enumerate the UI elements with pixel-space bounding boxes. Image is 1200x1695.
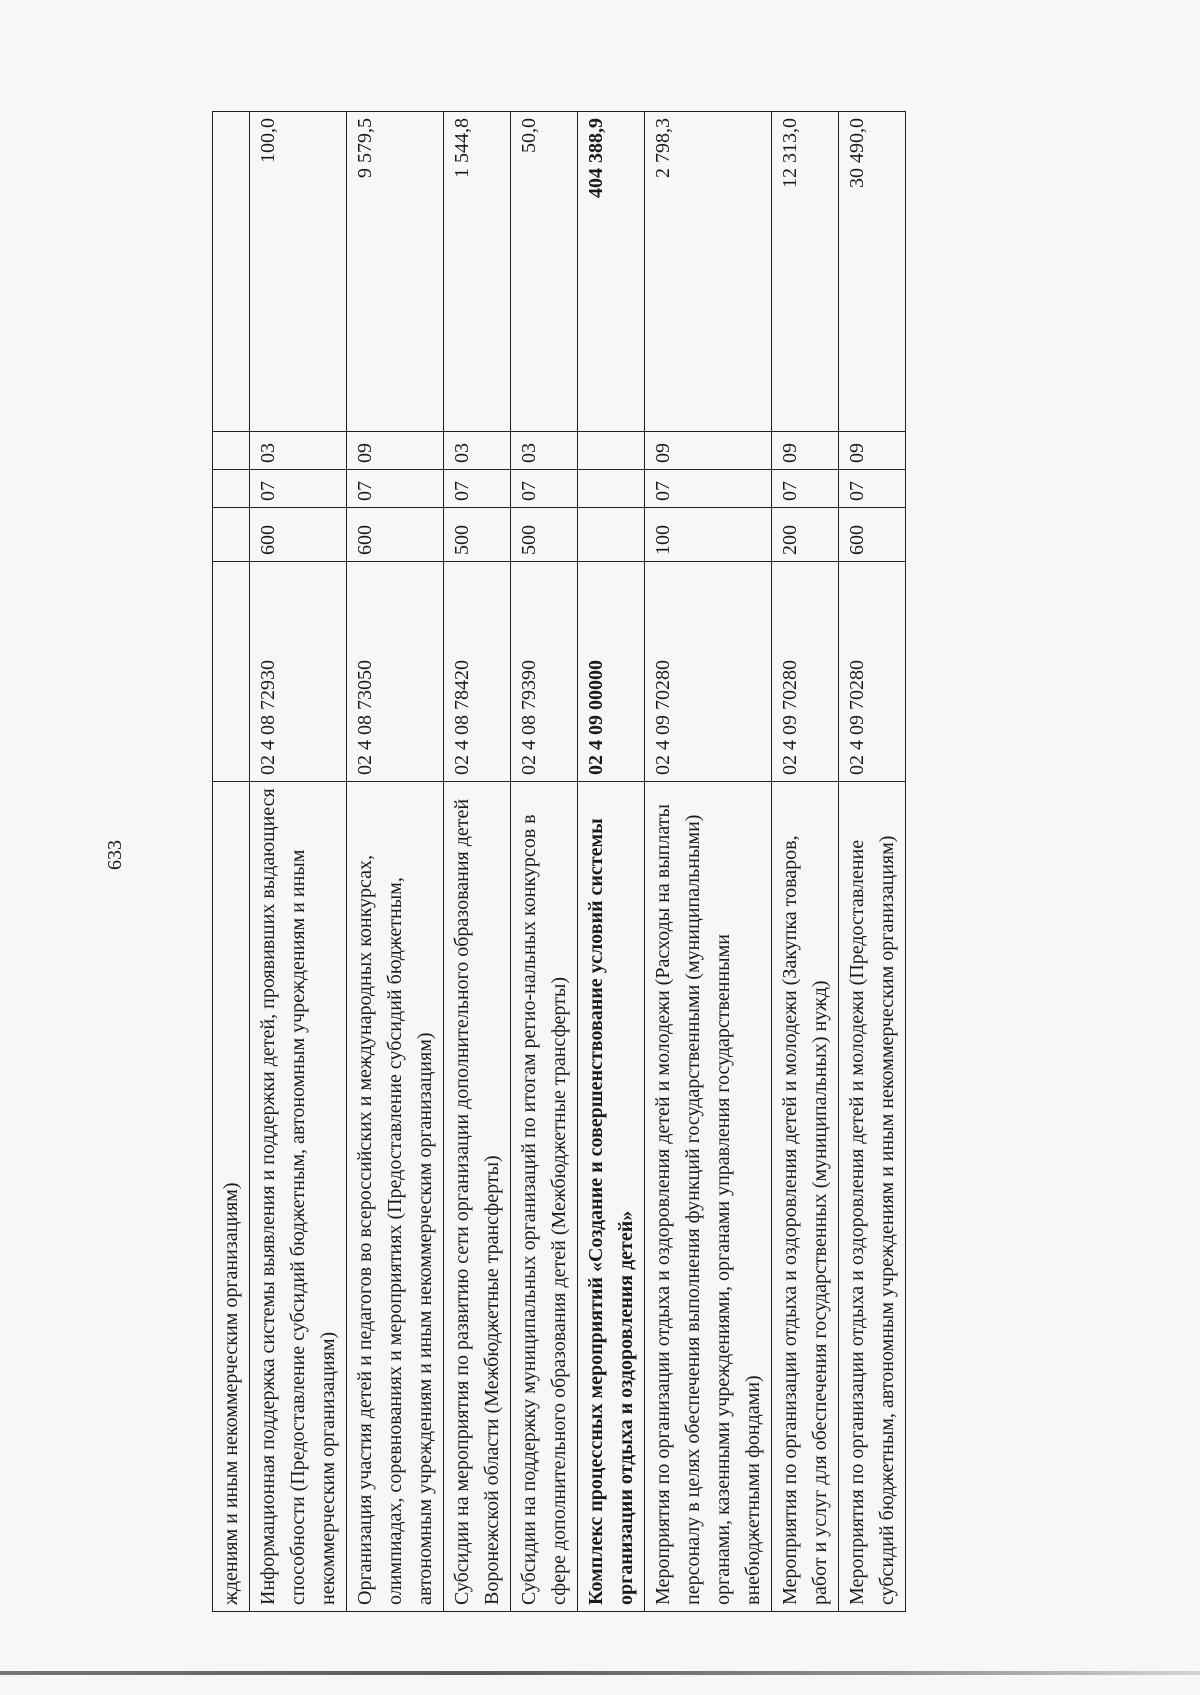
cell-amount: 1 544,8 — [444, 112, 511, 432]
cell-subsection: 03 — [250, 432, 347, 470]
cell-amount: 30 490,0 — [839, 112, 906, 432]
cell-section — [213, 470, 250, 508]
table-row — [839, 112, 906, 1612]
cell-expense-type: 100 — [645, 508, 772, 562]
cell-amount — [213, 112, 250, 432]
cell-amount: 100,0 — [250, 112, 347, 432]
cell-target-code: 02 4 08 73050 — [347, 562, 444, 782]
cell-name: Субсидии на мероприятия по развитию сети организации дополнительного образования детей Воронежской области (Межбюджетные трансферты) — [444, 782, 511, 1612]
page-number: 633 — [104, 840, 126, 870]
cell-section: 07 — [839, 470, 906, 508]
cell-amount: 50,0 — [511, 112, 578, 432]
cell-subsection: 09 — [645, 432, 772, 470]
cell-amount: 9 579,5 — [347, 112, 444, 432]
cell-amount: 2 798,3 — [645, 112, 772, 432]
cell-expense-type: 200 — [772, 508, 839, 562]
table-row — [250, 112, 347, 1612]
cell-subsection — [213, 432, 250, 470]
cell-target-code: 02 4 09 00000 — [578, 562, 645, 782]
cell-expense-type: 500 — [444, 508, 511, 562]
table-row — [772, 112, 839, 1612]
cell-subsection: 03 — [444, 432, 511, 470]
cell-name: Комплекс процессных мероприятий «Создание и совершенствование условий системы организации отдыха и оздоровления детей» — [578, 782, 645, 1612]
cell-amount: 404 388,9 — [578, 112, 645, 432]
cell-target-code: 02 4 09 70280 — [772, 562, 839, 782]
budget-table-container — [212, 112, 1120, 1612]
cell-target-code: 02 4 09 70280 — [645, 562, 772, 782]
cell-name: Субсидии на поддержку муниципальных организаций по итогам регио-нальных конкурсов в сфере дополнительного образования детей (Межбюджетные трансферты) — [511, 782, 578, 1612]
cell-target-code: 02 4 08 78420 — [444, 562, 511, 782]
table-row — [645, 112, 772, 1612]
cell-subsection: 09 — [839, 432, 906, 470]
cell-subsection: 09 — [772, 432, 839, 470]
table-row — [213, 112, 250, 1612]
cell-section: 07 — [250, 470, 347, 508]
table-body — [213, 112, 906, 1612]
cell-section: 07 — [444, 470, 511, 508]
cell-section: 07 — [645, 470, 772, 508]
scan-edge-line — [0, 1671, 1200, 1675]
table-row — [578, 112, 645, 1612]
cell-target-code — [213, 562, 250, 782]
cell-subsection: 03 — [511, 432, 578, 470]
cell-amount: 12 313,0 — [772, 112, 839, 432]
cell-section: 07 — [511, 470, 578, 508]
cell-expense-type: 600 — [347, 508, 444, 562]
cell-expense-type: 500 — [511, 508, 578, 562]
cell-target-code: 02 4 08 72930 — [250, 562, 347, 782]
cell-expense-type — [213, 508, 250, 562]
cell-section: 07 — [347, 470, 444, 508]
cell-expense-type: 600 — [839, 508, 906, 562]
cell-name: Мероприятия по организации отдыха и оздоровления детей и молодежи (Предоставление субсидий бюджетным, автономным учреждениям и иным некоммерческим организациям) — [839, 782, 906, 1612]
cell-subsection: 09 — [347, 432, 444, 470]
table-row — [444, 112, 511, 1612]
cell-expense-type: 600 — [250, 508, 347, 562]
cell-section — [578, 470, 645, 508]
cell-subsection — [578, 432, 645, 470]
cell-target-code: 02 4 08 79390 — [511, 562, 578, 782]
cell-name: Мероприятия по организации отдыха и оздоровления детей и молодежи (Расходы на выплаты персоналу в целях обеспечения выполнения функций государственными (муниципальными) органами, казенными учреждениями, органами управления государственными внебюджетными фондами) — [645, 782, 772, 1612]
table-row — [511, 112, 578, 1612]
cell-name: ждениям и иным некоммерческим организациям) — [213, 782, 250, 1612]
table-row — [347, 112, 444, 1612]
cell-name: Информационная поддержка системы выявления и поддержки детей, проявивших выдающиеся способности (Предоставление субсидий бюджетным, автономным учреждениям и иным некоммерческим организациям) — [250, 782, 347, 1612]
cell-section: 07 — [772, 470, 839, 508]
cell-name: Мероприятия по организации отдыха и оздоровления детей и молодежи (Закупка товаров, работ и услуг для обеспечения государственных (муниципальных) нужд) — [772, 782, 839, 1612]
budget-table — [212, 111, 906, 1612]
cell-expense-type — [578, 508, 645, 562]
cell-target-code: 02 4 09 70280 — [839, 562, 906, 782]
cell-name: Организация участия детей и педагогов во всероссийских и международных конкурсах, олимпиадах, соревнованиях и мероприятиях (Предоставление субсидий бюджетным, автономным учреждениям и иным некоммерческим организациям) — [347, 782, 444, 1612]
